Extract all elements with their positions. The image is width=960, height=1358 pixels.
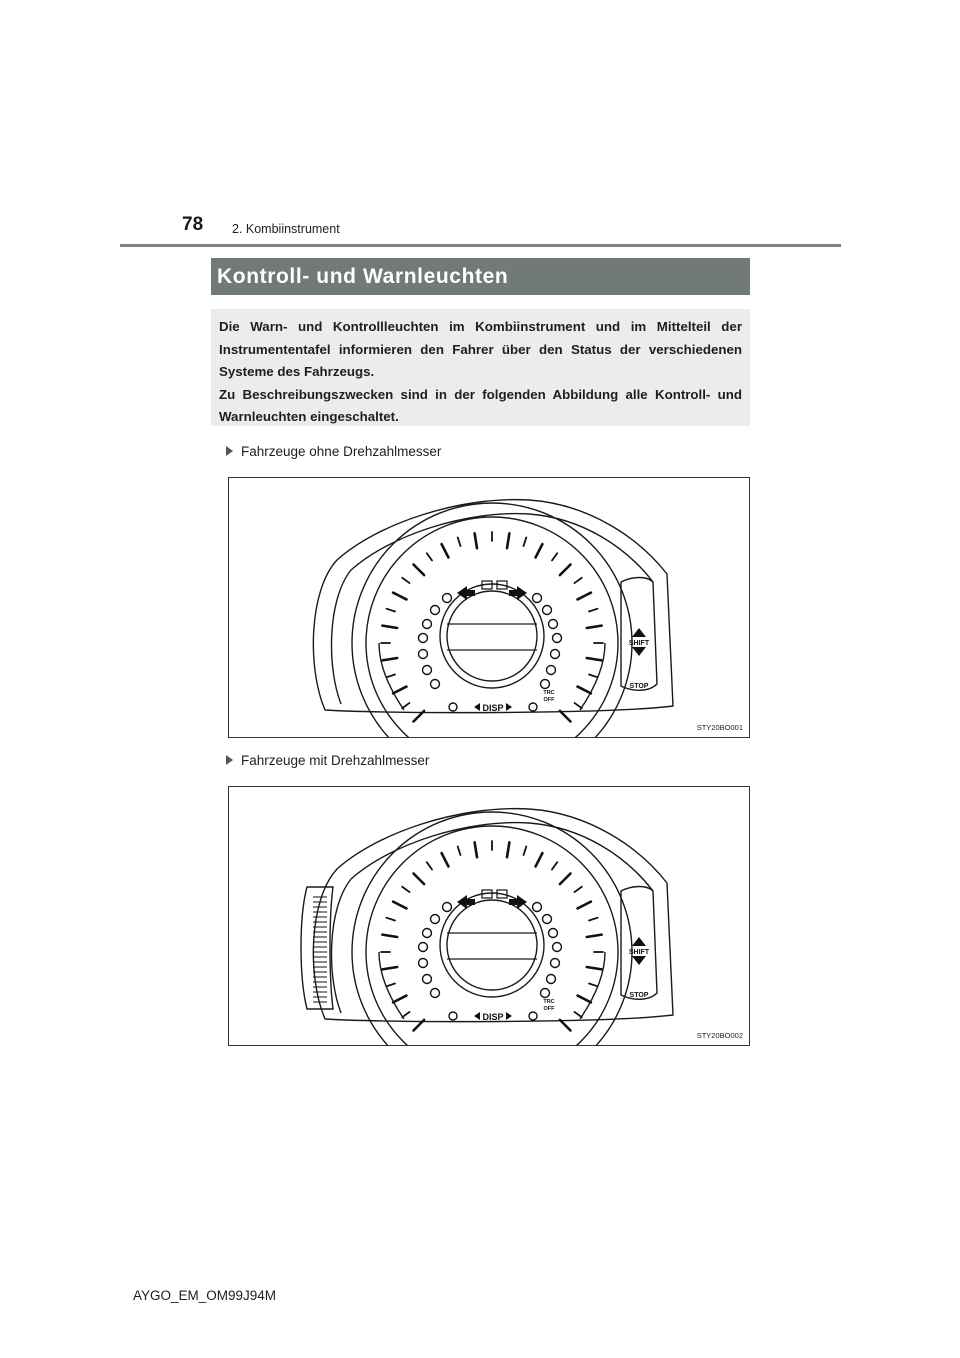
trc-off-label: OFF (543, 1006, 555, 1012)
speedometer-tick (587, 935, 602, 937)
speedometer-tick (560, 565, 571, 576)
speedometer-tick (589, 918, 598, 921)
speedometer-tick (536, 853, 543, 866)
speedometer-tick (589, 675, 598, 678)
left-knob-icon (449, 1012, 457, 1020)
instrument-cluster-illustration (229, 478, 749, 737)
speedometer-tick (393, 687, 406, 694)
center-display (447, 900, 537, 990)
speedometer-tick (442, 544, 449, 557)
speedometer-tick (458, 537, 461, 546)
speedometer-tick (402, 578, 409, 583)
warning-light-icon (431, 606, 440, 615)
speedometer-tick (524, 537, 527, 546)
warning-light-icon (443, 594, 452, 603)
trc-label: TRC (543, 999, 555, 1005)
speedometer-tick (458, 846, 461, 855)
figure-cluster-2 (228, 786, 750, 1046)
speedometer-tick (475, 533, 477, 548)
speedometer-tick (575, 578, 582, 583)
speedometer-tick (402, 1012, 409, 1017)
speedometer-tick (393, 996, 406, 1003)
stop-label: STOP (629, 683, 649, 690)
right-knob-icon (529, 703, 537, 711)
center-display (447, 591, 537, 681)
speedometer-tick (587, 967, 602, 969)
right-knob-icon (529, 1012, 537, 1020)
warning-light-icon (553, 943, 562, 952)
shift-down-icon (632, 956, 646, 965)
speedometer-tick (382, 626, 397, 628)
warning-light-icon (549, 620, 558, 629)
disp-label: DISP (482, 703, 504, 713)
speedometer-tick (386, 609, 395, 612)
speedometer-tick (587, 658, 602, 660)
variant-caption-1 (226, 444, 441, 459)
chapter-title: 2. Kombiinstrument (232, 222, 340, 236)
shift-down-icon (632, 647, 646, 656)
shift-label: SHIFT (628, 640, 650, 647)
warning-light-icon (423, 666, 432, 675)
warning-light-icon (533, 903, 542, 912)
intro-paragraph-2: Zu Beschreibungszwecken sind in der folgenden Abbildung alle Kontroll- und Warnleuchten eingeschaltet. (219, 386, 742, 425)
page-number: 78 (182, 214, 204, 235)
speedometer-tick (575, 703, 582, 708)
warning-light-icon (419, 634, 428, 643)
section-title: Kontroll- und Warnleuchten (217, 265, 509, 288)
speedometer-tick (382, 658, 397, 660)
housing-inner-edge (332, 514, 653, 704)
speedometer-tick (386, 984, 395, 987)
speedometer-tick (552, 553, 557, 560)
speedometer-tick (507, 842, 509, 857)
speedometer-tick (382, 935, 397, 937)
speedometer-tick (402, 887, 409, 892)
variant-caption-text: Fahrzeuge mit Drehzahlmesser (241, 753, 430, 768)
left-knob-icon (449, 703, 457, 711)
shift-label: SHIFT (628, 949, 650, 956)
warning-light-icon (547, 666, 556, 675)
footer-doc-code: AYGO_EM_OM99J94M (133, 1288, 277, 1303)
speedometer-tick (560, 711, 571, 722)
warning-light-icon (443, 903, 452, 912)
speedometer-tick (560, 1020, 571, 1031)
warning-light-icon (419, 959, 428, 968)
stop-label: STOP (629, 992, 649, 999)
triangle-bullet-icon (226, 446, 233, 456)
variant-caption-2 (226, 753, 429, 768)
warning-light-icon (541, 989, 550, 998)
warning-light-icon (419, 650, 428, 659)
speedometer-tick (578, 593, 591, 600)
header-rule (120, 244, 841, 247)
center-display-ring (440, 893, 544, 997)
instrument-cluster-illustration (229, 787, 749, 1045)
speedometer-tick (427, 553, 432, 560)
disp-left-arrow-icon (474, 703, 480, 711)
speedometer-tick (382, 967, 397, 969)
warning-light-icon (431, 989, 440, 998)
speedometer-tick (575, 1012, 582, 1017)
housing-inner-edge (332, 823, 653, 1013)
warning-light-icon (553, 634, 562, 643)
figure-code: STY20BO001 (696, 723, 743, 732)
triangle-bullet-icon (226, 755, 233, 765)
speedometer-tick (578, 996, 591, 1003)
disp-right-arrow-icon (506, 703, 512, 711)
warning-light-icon (543, 606, 552, 615)
warning-light-icon (551, 650, 560, 659)
intro-paragraph-1: Die Warn- und Kontrollleuchten im Kombiinstrument und im Mittelteil der Instrumententafel informieren den Fahrer über den Status der verschiedenen Systeme des Fahrzeugs. (219, 319, 742, 380)
disp-left-arrow-icon (474, 1012, 480, 1020)
warning-light-icon (543, 915, 552, 924)
warning-light-icon (431, 915, 440, 924)
warning-light-icon (423, 975, 432, 984)
disp-right-arrow-icon (506, 1012, 512, 1020)
speedometer-tick (587, 626, 602, 628)
warning-light-icon (431, 680, 440, 689)
speedometer-tick (507, 533, 509, 548)
warning-light-icon (419, 943, 428, 952)
speedometer-tick (578, 687, 591, 694)
shift-up-icon (632, 937, 646, 946)
section-title-bar (211, 258, 750, 295)
disp-label: DISP (482, 1012, 504, 1022)
speedometer-tick (575, 887, 582, 892)
speedometer-tick (386, 918, 395, 921)
shift-up-icon (632, 628, 646, 637)
speedometer-tick (427, 862, 432, 869)
warning-light-icon (547, 975, 556, 984)
warning-light-icon (423, 929, 432, 938)
speedometer-tick (589, 609, 598, 612)
speedometer-tick (442, 853, 449, 866)
variant-caption-text: Fahrzeuge ohne Drehzahlmesser (241, 444, 442, 459)
speedometer-tick (589, 984, 598, 987)
speedometer-tick (393, 593, 406, 600)
speedometer-tick (414, 874, 425, 885)
intro-box (211, 309, 750, 426)
speedometer-tick (393, 902, 406, 909)
speedometer-tick (578, 902, 591, 909)
warning-light-icon (423, 620, 432, 629)
center-display-ring (440, 584, 544, 688)
warning-light-icon (533, 594, 542, 603)
speedometer-tick (560, 874, 571, 885)
speedometer-tick (475, 842, 477, 857)
speedometer-tick (414, 565, 425, 576)
speedometer-tick (536, 544, 543, 557)
trc-label: TRC (543, 690, 555, 696)
warning-light-icon (551, 959, 560, 968)
warning-light-icon (541, 680, 550, 689)
trc-off-label: OFF (543, 697, 555, 703)
speedometer-tick (524, 846, 527, 855)
speedometer-tick (402, 703, 409, 708)
figure-cluster-1 (228, 477, 750, 738)
warning-light-icon (549, 929, 558, 938)
speedometer-tick (386, 675, 395, 678)
speedometer-tick (552, 862, 557, 869)
figure-code: STY20BO002 (696, 1031, 743, 1040)
